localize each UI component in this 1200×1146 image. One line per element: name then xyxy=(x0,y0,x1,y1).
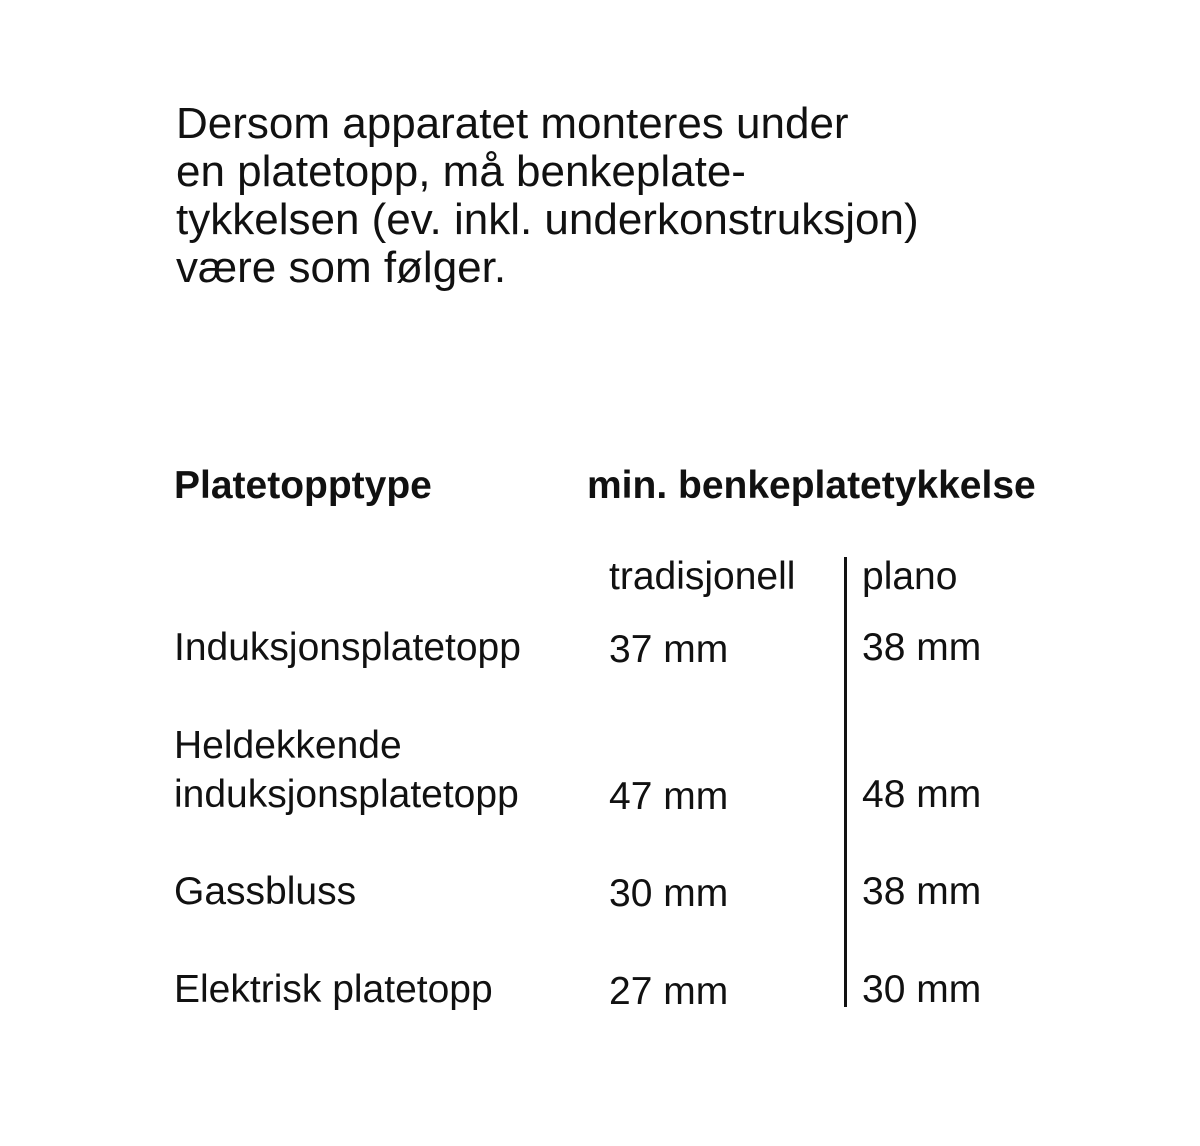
intro-line: være som følger. xyxy=(176,243,507,292)
subheader-plano: plano xyxy=(862,555,958,598)
row-plano-value: 48 mm xyxy=(862,773,982,816)
subheader-traditional: tradisjonell xyxy=(609,555,796,598)
row-traditional-value: 37 mm xyxy=(609,628,729,671)
row-type: Elektrisk platetopp xyxy=(174,968,493,1011)
row-plano-value: 30 mm xyxy=(862,968,982,1011)
row-traditional-value: 47 mm xyxy=(609,775,729,818)
header-cooktop-type: Platetopptype xyxy=(174,464,432,507)
row-plano-value: 38 mm xyxy=(862,870,982,913)
row-plano-value: 38 mm xyxy=(862,626,982,669)
intro-paragraph xyxy=(176,100,1076,292)
intro-line: tykkelsen (ev. inkl. underkonstruksjon) xyxy=(176,195,919,244)
row-type: Gassbluss xyxy=(174,870,357,913)
intro-line: en platetopp, må benkeplate- xyxy=(176,147,746,196)
row-traditional-value: 27 mm xyxy=(609,970,729,1013)
row-type: Induksjonsplatetopp xyxy=(174,626,521,669)
row-type: Heldekkende xyxy=(174,724,402,767)
row-traditional-value: 30 mm xyxy=(609,872,729,915)
column-divider xyxy=(844,557,847,1007)
row-type: induksjonsplatetopp xyxy=(174,773,519,816)
intro-line: Dersom apparatet monteres under xyxy=(176,99,849,148)
header-min-thickness: min. benkeplatetykkelse xyxy=(587,464,1036,507)
